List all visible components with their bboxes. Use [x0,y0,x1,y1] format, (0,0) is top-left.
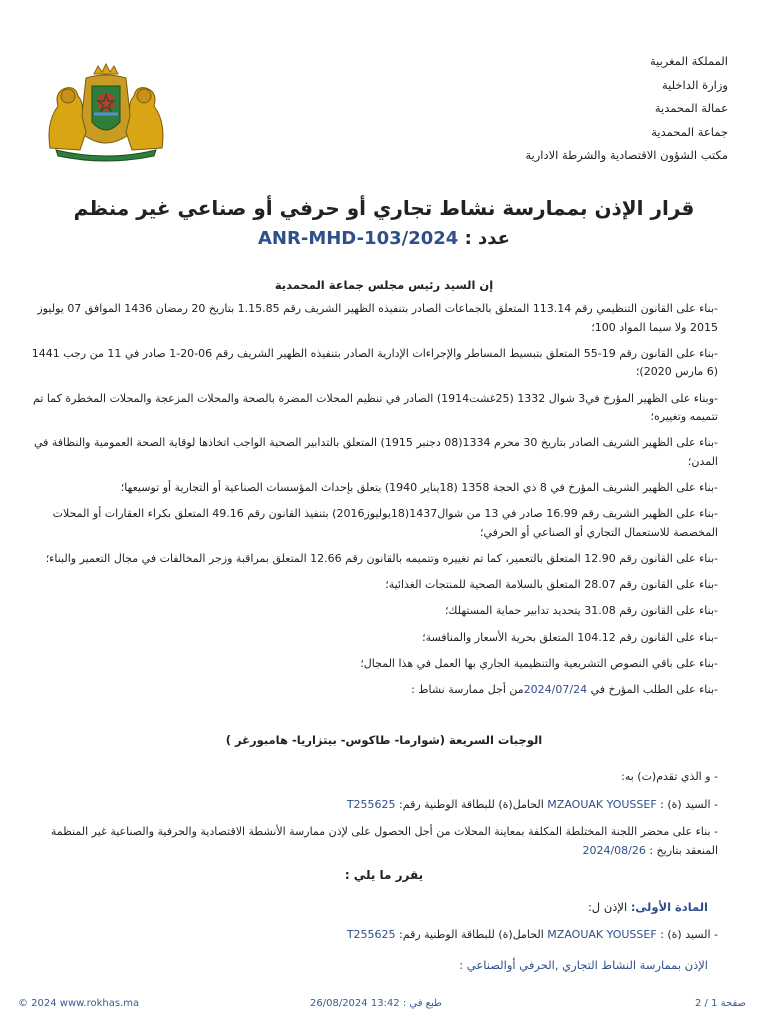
legal-basis-item: -بناء على القانون رقم 12.90 المتعلق بالتعمير، كما تم تغييره وتتميمه بالقانون رقم 12.66 المتعلق بمراقبة وزجر المخالفات في مجال التعمير والبناء؛ [45,552,718,566]
legal-basis-item: -بناء على القانون رقم 28.07 المتعلق بالسلامة الصحية للمنتجات الغذائية؛ [385,578,718,592]
administrative-header [308,50,728,168]
authorization-statement: الإذن بممارسة النشاط التجاري ,الحرفي أوالصناعي : [459,958,708,972]
committee-paragraph [20,823,718,860]
authorized-prefix: - السيد (ة) : [660,928,718,941]
legal-basis-item: -بناء على القانون رقم 104.12 المتعلق بحرية الأسعار والمنافسة؛ [422,630,718,644]
decision-number [0,228,768,249]
decision-number-value: ANR-MHD-103/2024 [258,228,459,249]
authorized-id: T255625 [346,928,396,941]
legal-basis-item: -بناء على القانون التنظيمي رقم 113.14 المتعلق بالجماعات الصادر بتنفيذه الظهير الشريف رقم 1.15.85 بتاريخ 20 رمضان 1436 الموافق 07 يوليوز 2015 ولا سيما المواد 100؛ [37,302,718,334]
legal-basis-item: -وبناء على الظهير المؤرخ في3 شوال 1332 (25غشت1914) الصادر في تنظيم المحلات المضرة بالصحة والمحلات المزعجة والمحلات المخطرة كما تم تتميمه وتغييره؛ [33,391,718,424]
footer-site-link[interactable]: © 2024 www.rokhas.ma [18,998,140,1009]
legal-basis-list [20,300,718,707]
request-prefix: -بناء على الطلب المؤرخ في [587,683,718,697]
document-title: قرار الإذن بممارسة نشاط تجاري أو حرفي أو صناعي غير منظم [73,196,695,220]
decision-heading: يقرر ما يلي : [344,868,424,882]
legal-basis-item: -بناء على الظهير الشريف رقم 16.99 صادر في 13 من شوال1437(18يوليوز2016) بتنفيذ القانون رقم 49.16 المتعلق بكراء العقارات أو المحلات المخصصة للاستعمال التجاري أو الصناعي أو الحرفي؛ [52,507,718,539]
request-suffix: من أجل ممارسة نشاط : [411,683,524,697]
footer-page-number: صفحة 1 / 2 [694,998,746,1009]
president-statement: إن السيد رئيس مجلس جماعة المحمدية [274,278,494,292]
header-office: مكتب الشؤون الاقتصادية والشرطة الادارية [525,148,728,162]
header-kingdom: المملكة المغربية [649,54,728,68]
footer-print-date: طبع في : 13:42 26/08/2024 [310,998,442,1009]
authorized-id-label: الحامل(ة) للبطاقة الوطنية رقم: [399,928,544,941]
article-one-text: الإذن ل: [587,900,628,914]
legal-basis-item: -بناء على باقي النصوص التشريعية والتنظيمية الجاري بها العمل في هذا المجال؛ [360,656,718,670]
page-footer [0,998,768,1014]
committee-text: - بناء على محضر اللجنة المختلطة المكلفة بمعاينة المحلات من أجل الحصول على لإذن ممارسة الأنشطة الاقتصادية والحرفية والصناعية غير المنظمة المنعقد بتاريخ : [50,825,718,857]
applicant-name: MZAOUAK YOUSSEF [547,797,657,811]
legal-basis-item: -بناء على القانون رقم 31.08 يتحديد تدابير حماية المستهلك؛ [444,604,718,618]
legal-basis-item: -بناء على القانون رقم 19-55 المتعلق بتبسيط المساطر والإجراءات الإدارية الصادر بتنفيذه الظهير الشريف رقم 06-20-1 صادر في 11 من رجب 1441 (6 مارس 2020)؛ [31,346,718,379]
activity-type: الوجبات السريعة (شوارما- طاكوس- بيتزاريا- هامبورغر ) [225,733,543,747]
request-date: 2024/07/24 [523,683,588,697]
legal-basis-item: -بناء على الظهير الشريف المؤرخ في 8 ذي الحجة 1358 (18يناير 1940) يتعلق بإحداث المؤسسات الصناعية أو التجارية أو توسيعها؛ [120,481,718,495]
header-commune: جماعة المحمدية [651,124,728,139]
header-ministry: وزارة الداخلية [661,77,728,92]
applicant-id: T255625 [346,797,396,811]
authorized-person-line [20,928,718,941]
applicant-section [20,768,718,868]
decision-number-label: عدد : [464,228,510,249]
authorized-name: MZAOUAK YOUSSEF [547,928,657,941]
applicant-prefix: - السيد (ة) : [660,797,718,811]
applicant-id-label: الحامل(ة) للبطاقة الوطنية رقم: [399,797,544,811]
article-one [20,900,708,914]
legal-basis-item: -بناء على الظهير الشريف الصادر بتاريخ 30 محرم 1334(08 دجنبر 1915) المتعلق بالتدابير الصحية الواجب اتخاذها لوقاية الصحة العمومية والنظافة في المدن؛ [33,436,718,468]
header-prefecture: عمالة المحمدية [654,101,728,115]
article-one-label: المادة الأولى: [630,900,708,914]
request-paragraph [20,681,718,700]
kingdom-coat-of-arms-emblem [36,62,176,162]
applicant-line [20,796,718,815]
committee-date: 2024/08/26 [582,843,646,857]
applicant-intro: - و الذي تقدم(ت) به: [621,770,718,783]
